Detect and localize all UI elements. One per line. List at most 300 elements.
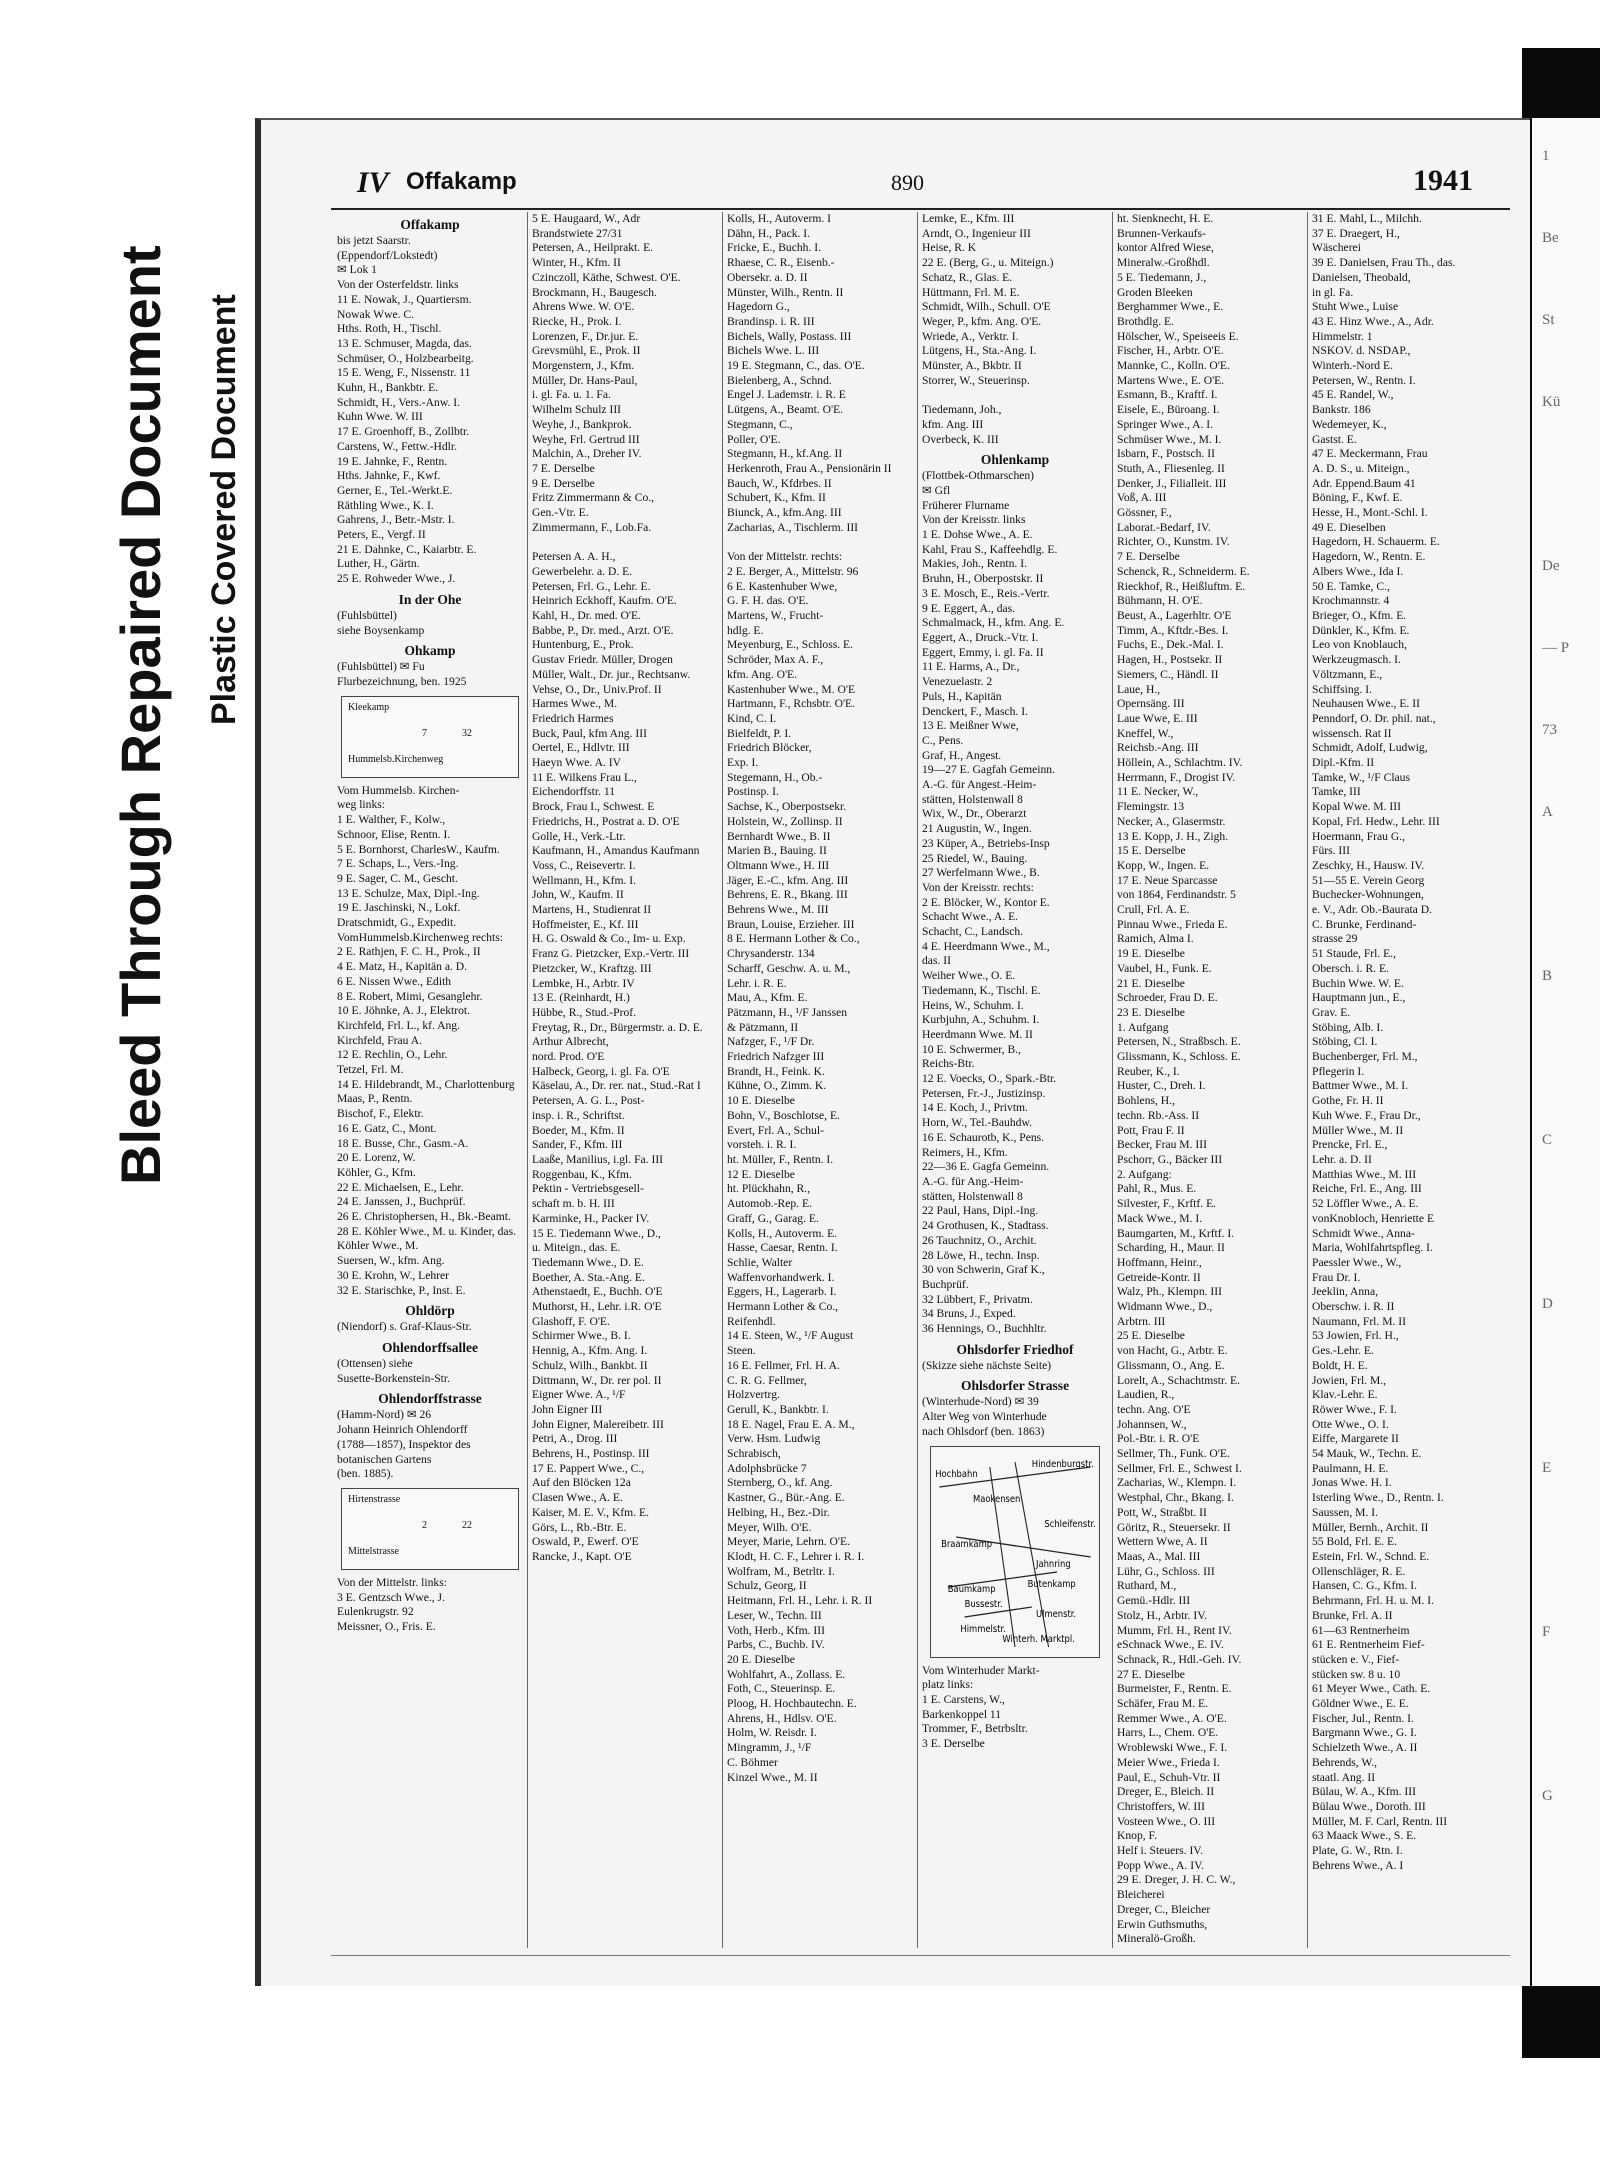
directory-entry: 12 E. Voecks, O., Spark.-Btr. <box>922 1072 1057 1086</box>
directory-entry: Mineralw.-Großhdl. <box>1117 256 1210 270</box>
street-name-heading: Ohlsdorfer Strasse <box>960 1378 1070 1394</box>
directory-entry: Winterh.-Nord E. <box>1312 359 1393 373</box>
directory-entry: Plate, G. W., Rtn. I. <box>1312 1844 1403 1858</box>
directory-entry: 7 E. Derselbe <box>1117 550 1180 564</box>
directory-entry: Behrens, H., Postinsp. III <box>532 1447 650 1461</box>
directory-entry: stücken sw. 8 u. 10 <box>1312 1667 1401 1681</box>
street-label: 32 <box>462 727 472 739</box>
directory-entry: Sellmer, Frl. E., Schwest I. <box>1117 1461 1242 1475</box>
directory-entry: nord. Prod. O'E <box>532 1050 605 1064</box>
street-label: Baumkamp <box>947 1582 996 1595</box>
directory-entry: Grav. E. <box>1312 1005 1351 1019</box>
directory-entry: Hagedorn G., <box>727 300 790 314</box>
directory-entry: Friedrich Blöcker, <box>727 741 812 755</box>
directory-entry: Müller, M. F. Carl, Rentn. III <box>1312 1814 1448 1828</box>
street-label: Mittelstrasse <box>348 1545 400 1557</box>
directory-entry: Behrens Wwe., M. III <box>727 903 829 917</box>
directory-entry: John Eigner III <box>532 1402 603 1416</box>
directory-entry: ✉ Gfl <box>922 483 951 497</box>
directory-entry: 17 E. Pappert Wwe., C., <box>532 1461 645 1475</box>
directory-entry: Clasen Wwe., A. E. <box>532 1491 623 1505</box>
street-heading: Offakamp <box>406 168 517 195</box>
directory-entry: Isbarn, F., Postsch. II <box>1117 447 1215 461</box>
directory-entry: Eulenkrugstr. 92 <box>337 1605 414 1619</box>
directory-entry: Müller, Walt., Dr. jur., Rechtsanw. <box>532 667 691 681</box>
directory-entry: (Ottensen) siehe <box>337 1357 413 1370</box>
directory-entry: 10 E. Jöhnke, A. J., Elektrot. <box>337 1004 470 1018</box>
directory-entry: Rancke, J., Kapt. O'E <box>532 1549 632 1563</box>
directory-entry: Storrer, W., Steuerinsp. <box>922 373 1030 387</box>
directory-entry: 13 E. (Reinhardt, H.) <box>532 991 630 1005</box>
directory-entry: Hths. Roth, H., Tischl. <box>337 322 442 336</box>
directory-entry: Getreide-Kontr. II <box>1117 1270 1201 1284</box>
directory-entry: 30 E. Krohn, W., Lehrer <box>337 1268 450 1282</box>
directory-entry: Buchenberger, Frl. M., <box>1312 1050 1418 1064</box>
directory-entry: 49 E. Dieselben <box>1312 520 1386 534</box>
directory-entry: Schenck, R., Schneiderm. E. <box>1117 564 1250 578</box>
directory-entry: Petersen A. A. H., <box>532 550 616 564</box>
directory-entry: Morgenstern, J., Kfm. <box>532 359 635 373</box>
directory-entry: 9 E. Eggert, A., das. <box>922 601 1016 615</box>
directory-entry: Dittmann, W., Dr. rer pol. II <box>532 1373 662 1387</box>
directory-entry: Grevsmühl, E., Prok. II <box>532 344 641 358</box>
directory-entry: Schrabisch, <box>727 1447 781 1461</box>
directory-entry: 61—63 Rentnerheim <box>1312 1623 1410 1637</box>
directory-entry: Schröder, Max A. F., <box>727 653 824 667</box>
directory-entry: Nafzger, F., ¹/F Dr. <box>727 1035 815 1049</box>
directory-entry: Parbs, C., Buchb. IV. <box>727 1638 825 1652</box>
street-sketch-map <box>341 696 519 778</box>
directory-entry: Bernhardt Wwe., B. II <box>727 829 831 843</box>
directory-entry: Steen. <box>727 1344 756 1358</box>
directory-entry: 28 E. Köhler Wwe., M. u. Kinder, das. <box>337 1224 516 1238</box>
directory-entry: Widmann Wwe., D., <box>1117 1300 1213 1314</box>
directory-entry: 28 Löwe, H., techn. Insp. <box>922 1248 1040 1262</box>
directory-entry: Marien B., Bauing. II <box>727 844 827 858</box>
directory-entry <box>532 535 718 550</box>
directory-entry: Schielzeth Wwe., A. II <box>1312 1741 1418 1755</box>
directory-entry: John Eigner, Malereibetr. III <box>532 1417 664 1431</box>
directory-entry: Trommer, F., Betrbsltr. <box>922 1722 1028 1736</box>
directory-entry: Hoffmeister, E., Kf. III <box>532 917 639 931</box>
adjacent-page-fragment: — P <box>1542 640 1570 656</box>
street-sketch-map <box>930 1446 1100 1658</box>
directory-entry: 10 E. Schwermer, B., <box>922 1042 1022 1056</box>
directory-entry: Isterling Wwe., D., Rentn. I. <box>1312 1491 1444 1505</box>
directory-entry: Schnoor, Elise, Rentn. I. <box>337 827 451 841</box>
directory-entry: (ben. 1885). <box>337 1467 394 1481</box>
directory-entry: Kuhn, H., Bankbtr. E. <box>337 381 439 395</box>
directory-entry: A. D. S., u. Miteign., <box>1312 461 1410 475</box>
directory-entry: Lorenzen, F., Dr.jur. E. <box>532 329 639 343</box>
directory-entry: Mack Wwe., M. I. <box>1117 1211 1203 1225</box>
adjacent-page-edge <box>1532 118 1600 1986</box>
directory-entry: Bruhn, H., Oberpostskr. II <box>922 572 1044 586</box>
directory-entry: techn. Ang. O'E <box>1117 1402 1191 1416</box>
adjacent-page-fragment: St <box>1542 312 1555 328</box>
directory-entry: Fischer, H., Arbtr. O'E. <box>1117 344 1224 358</box>
directory-entry: Buchin Wwe. W. E. <box>1312 976 1404 990</box>
directory-entry: Holm, W. Reisdr. I. <box>727 1726 817 1740</box>
directory-entry: ✉ Lok 1 <box>337 263 377 277</box>
directory-entry: 14 E. Steen, W., ¹/F August <box>727 1329 854 1343</box>
directory-entry: 19—27 E. Gagfah Gemeinn. <box>922 763 1055 777</box>
directory-entry: Tamke, W., ¹/F Claus <box>1312 770 1410 784</box>
directory-entry: 19 E. Dieselbe <box>1117 947 1185 961</box>
directory-entry: Dreger, E., Bleich. II <box>1117 1785 1215 1799</box>
directory-entry: John, W., Kaufm. II <box>532 888 624 902</box>
directory-entry: Johann Heinrich Ohlendorff <box>337 1423 468 1437</box>
directory-entry: G. F. H. das. O'E. <box>727 594 809 608</box>
directory-entry: 26 E. Christophersen, H., Bk.-Beamt. <box>337 1210 511 1224</box>
directory-entry: 54 Mauk, W., Techn. E. <box>1312 1447 1422 1461</box>
directory-entry: Puls, H., Kapitän <box>922 689 1002 703</box>
directory-entry: 11 E. Nowak, J., Quartiersm. <box>337 292 472 306</box>
directory-entry: Scharding, H., Maur. II <box>1117 1241 1225 1255</box>
directory-entry: Wettern Wwe, A. II <box>1117 1535 1208 1549</box>
directory-entry: Werkzeugmasch. I. <box>1312 653 1401 667</box>
directory-entry: Brandt, H., Feink. K. <box>727 1064 825 1078</box>
directory-entry: 51 Staude, Frl. E., <box>1312 947 1397 961</box>
directory-entry: 21 E. Dieselbe <box>1117 976 1185 990</box>
adjacent-page-fragment: B <box>1542 968 1553 984</box>
directory-entry: Richter, O., Kunstm. IV. <box>1117 535 1230 549</box>
directory-entry: 16 E. Fellmer, Frl. H. A. <box>727 1358 840 1372</box>
directory-entry: Prencke, Frl. E., <box>1312 1138 1388 1152</box>
directory-entry: Martens Wwe., E. O'E. <box>1117 373 1225 387</box>
directory-entry: Weyhe, J., Bankprok. <box>532 417 632 431</box>
directory-entry: Schulz, Wilh., Bankbt. II <box>532 1358 648 1372</box>
directory-entry: Timm, A., Kftdr.-Bes. I. <box>1117 623 1229 637</box>
directory-column <box>723 212 918 1948</box>
adjacent-page-fragment: G <box>1542 1788 1553 1804</box>
directory-entry: Böning, F., Kwf. E. <box>1312 491 1403 505</box>
directory-entry: Sachse, K., Oberpostsekr. <box>727 800 847 814</box>
directory-entry: stücken e. V., Fief- <box>1312 1652 1400 1666</box>
street-label: Hirtenstrasse <box>348 1493 401 1505</box>
directory-entry: Poller, O'E. <box>727 432 781 446</box>
directory-entry: Ruthard, M., <box>1117 1579 1177 1593</box>
directory-entry: Pschorr, G., Bäcker III <box>1117 1153 1223 1166</box>
street-name-heading: Ohldörp <box>405 1303 455 1319</box>
directory-entry: in gl. Fa. <box>1312 285 1354 299</box>
directory-entry: Carstens, W., Fettw.-Hdlr. <box>337 439 458 453</box>
directory-entry: Petersen, A., Heilprakt. E. <box>532 241 654 255</box>
directory-entry: strasse 29 <box>1312 932 1358 946</box>
directory-entry: Muthorst, H., Lehr. i.R. O'E <box>532 1300 662 1314</box>
directory-entry: Venezuelastr. 2 <box>922 675 993 689</box>
directory-entry: Pol.-Btr. i. R. O'E <box>1117 1432 1200 1446</box>
directory-entry: Czinczoll, Käthe, Schwest. O'E. <box>532 270 681 284</box>
directory-entry: Hths. Jahnke, F., Kwf. <box>337 469 441 483</box>
directory-entry: Hüttmann, Frl. M. E. <box>922 285 1020 299</box>
directory-entry: 5 E. Tiedemann, J., <box>1117 270 1207 284</box>
directory-entry: Helbing, H., Bez.-Dir. <box>727 1505 830 1519</box>
directory-entry: 47 E. Meckermann, Frau <box>1312 447 1428 461</box>
street-name-heading: Ohlsdorfer Friedhof <box>956 1341 1074 1357</box>
directory-entry: Paulmann, H. E. <box>1312 1461 1389 1475</box>
directory-entry: 5 E. Bornhorst, CharlesW., Kaufm. <box>337 842 500 856</box>
directory-entry: Behrens Wwe., A. I <box>1312 1858 1404 1872</box>
directory-entry: 3 E. Derselbe <box>922 1737 985 1751</box>
directory-entry: Behrens, E. R., Bkang. III <box>727 888 848 902</box>
directory-entry: Meier Wwe., Frieda I. <box>1117 1755 1220 1769</box>
directory-entry: 16 E. Schaurotb, K., Pens. <box>922 1130 1045 1144</box>
directory-entry: Behrmann, Frl. H. u. M. I. <box>1312 1594 1435 1608</box>
directory-entry: Westphal, Chr., Bkang. I. <box>1117 1491 1234 1505</box>
street-name-heading: Ohlendorffsallee <box>382 1340 478 1355</box>
directory-entry: Kaiser, M. E. V., Kfm. E. <box>532 1505 649 1519</box>
directory-entry: Gemü.-Hdlr. III <box>1117 1594 1191 1608</box>
directory-entry: Paessler Wwe., W., <box>1312 1255 1402 1269</box>
directory-entry: Popp Wwe., A. IV. <box>1117 1858 1204 1872</box>
directory-entry: 19 E. Stegmann, C., das. O'E. <box>727 359 865 373</box>
directory-entry: Müller Wwe., M. II <box>1312 1123 1404 1137</box>
directory-entry: Franz G. Pietzcker, Exp.-Vertr. III <box>532 947 690 961</box>
directory-entry: 32 Lübbert, F., Privatm. <box>922 1292 1033 1306</box>
directory-entry: Leo von Knoblauch, <box>1312 638 1407 652</box>
directory-entry: Weyhe, Frl. Gertrud III <box>532 432 640 446</box>
directory-entry: 2 E. Blöcker, W., Kontor E. <box>922 895 1050 909</box>
directory-entry: stätten, Holstenwall 8 <box>922 1189 1023 1203</box>
directory-entry: 25 E. Dieselbe <box>1117 1329 1185 1343</box>
directory-entry <box>727 535 913 550</box>
directory-entry: Scharff, Geschw. A. u. M., <box>727 961 851 975</box>
directory-entry: Oertel, E., Hdlvtr. III <box>532 741 630 755</box>
section-number: IV <box>357 166 389 199</box>
directory-entry: Voss, C., Reisevertr. I. <box>532 858 636 872</box>
directory-entry: 7 E. Derselbe <box>532 461 595 475</box>
directory-entry: Martens, H., Studienrat II <box>532 903 652 917</box>
directory-entry: Heinrich Eckhoff, Kaufm. O'E. <box>532 594 677 608</box>
directory-entry: Malchin, A., Dreher IV. <box>532 447 642 461</box>
directory-entry: nach Ohlsdorf (ben. 1863) <box>922 1424 1045 1438</box>
directory-entry: Frau Dr. I. <box>1312 1270 1361 1284</box>
directory-entry: Gössner, F., <box>1117 506 1172 520</box>
directory-entry: Estein, Frl. W., Schnd. E. <box>1312 1549 1430 1563</box>
directory-entry: Dratschmidt, G., Expedit. <box>337 916 457 930</box>
directory-entry: Bülau Wwe., Doroth. III <box>1312 1799 1426 1813</box>
directory-entry: Schmidt, H., Vers.-Anw. I. <box>337 395 461 409</box>
directory-entry: das. II <box>922 954 951 968</box>
directory-entry: (Skizze siehe nächste Seite) <box>922 1358 1052 1372</box>
directory-entry: Laaße, Manilius, i.gl. Fa. III <box>532 1153 664 1166</box>
directory-entry: Maria, Wohlfahrtspfleg. I. <box>1312 1241 1433 1255</box>
directory-entry: Automob.-Rep. E. <box>727 1197 813 1211</box>
directory-entry: Petersen, A. G. L., Post- <box>532 1094 645 1108</box>
directory-entry: Arndt, O., Ingenieur III <box>922 226 1031 240</box>
directory-entry: Golle, H., Verk.-Ltr. <box>532 829 626 843</box>
directory-entry: Gerner, E., Tel.-Werkt.E. <box>337 483 453 497</box>
directory-entry: schaft m. b. H. III <box>532 1197 615 1211</box>
directory-entry: Mingramm, J., ¹/F <box>727 1741 812 1755</box>
directory-entry: Mumm, Frl. H., Rent IV. <box>1117 1623 1232 1637</box>
directory-entry: Bichels, Wally, Postass. III <box>727 329 852 343</box>
directory-entry: Wedemeyer, K., <box>1312 417 1387 431</box>
directory-entry: Springer Wwe., A. I. <box>1117 417 1214 431</box>
directory-entry: Reuber, K., I. <box>1117 1064 1180 1078</box>
directory-entry: 5 E. Haugaard, W., Adr <box>532 212 641 225</box>
directory-entry: bis jetzt Saarstr. <box>337 234 411 247</box>
bleed-through-label: Bleed Through <box>109 789 172 1185</box>
directory-entry: kfm. Ang. O'E. <box>727 667 798 681</box>
directory-entry: Hagedorn, H. Schauerm. E. <box>1312 535 1440 549</box>
directory-entry: Stöbing, Alb. I. <box>1312 1020 1384 1034</box>
directory-entry: 25 E. Rohweder Wwe., J. <box>337 572 456 586</box>
directory-entry: Susette-Borkenstein-Str. <box>337 1371 451 1385</box>
directory-entry: Brunke, Frl. A. II <box>1312 1608 1393 1622</box>
directory-entry: 11 E. Necker, W., <box>1117 785 1199 799</box>
directory-entry: Kneffel, W., <box>1117 726 1174 740</box>
directory-entry: Schmüser Wwe., M. I. <box>1117 432 1222 446</box>
directory-entry: Görs, L., Rb.-Btr. E. <box>532 1520 627 1534</box>
directory-entry: Ges.-Lehr. E. <box>1312 1344 1374 1358</box>
directory-entry: Graf, H., Angest. <box>922 748 1002 762</box>
directory-entry: Rhaese, C. R., Eisenb.- <box>727 256 835 270</box>
adjacent-page-fragment: A <box>1542 804 1553 820</box>
directory-entry: Wäscherei <box>1312 241 1361 255</box>
directory-entry: Räthling Wwe., K. I. <box>337 498 434 512</box>
street-label: Himmelstr. <box>960 1622 1006 1635</box>
directory-entry: Röwer Wwe., F. I. <box>1312 1402 1397 1416</box>
directory-entry: 32 E. Starischke, P., Inst. E. <box>337 1283 466 1297</box>
directory-entry: Albers Wwe., Ida I. <box>1312 564 1404 578</box>
directory-entry: Meyer, Wilh. O'E. <box>727 1520 812 1534</box>
directory-entry: 10 E. Dieselbe <box>727 1094 795 1108</box>
directory-entry: 52 Löffler Wwe., A. E. <box>1312 1197 1419 1211</box>
street-name-heading: In der Ohe <box>398 591 462 607</box>
directory-entry: Von der Osterfeldstr. links <box>337 278 459 292</box>
directory-entry: Hennig, A., Kfm. Ang. I. <box>532 1344 648 1358</box>
street-label: Maokensen <box>973 1492 1021 1505</box>
directory-entry: A.-G. für Ang.-Heim- <box>922 1175 1024 1188</box>
street-label: 2 <box>422 1519 427 1531</box>
directory-entry: Friedrich Nafzger III <box>727 1050 825 1064</box>
directory-entry: Freytag, R., Dr., Bürgermstr. a. D. E. <box>532 1020 703 1034</box>
directory-entry: 4 E. Heerdmann Wwe., M., <box>922 939 1050 953</box>
directory-entry: Schmidt, Adolf, Ludwig, <box>1312 741 1428 755</box>
street-label: 7 <box>422 727 427 739</box>
directory-entry: Voß, A. III <box>1117 491 1167 505</box>
directory-entry: A.-G. für Angest.-Heim- <box>922 778 1037 792</box>
directory-entry: Vehse, O., Dr., Univ.Prof. II <box>532 682 662 696</box>
directory-entry: Kastenhuber Wwe., M. O'E <box>727 682 856 696</box>
directory-entry: 2. Aufgang: <box>1117 1167 1172 1181</box>
directory-entry: Vom Hummelsb. Kirchen- <box>337 783 460 797</box>
directory-entry: Eigner Wwe. A., ¹/F <box>532 1388 626 1402</box>
directory-entry: Jonas Wwe. H. I. <box>1312 1476 1392 1490</box>
directory-entry: Auf den Blöcken 12a <box>532 1476 631 1490</box>
directory-entry: Schroeder, Frau D. E. <box>1117 991 1218 1005</box>
directory-entry: 2 E. Berger, A., Mittelstr. 96 <box>727 564 859 578</box>
directory-entry: Hesse, H., Mont.-Schl. I. <box>1312 506 1428 520</box>
directory-entry: Heins, W., Schuhm. I. <box>922 998 1024 1012</box>
directory-entry: Necker, A., Glasermstr. <box>1117 814 1226 828</box>
directory-entry: Lemke, E., Kfm. III <box>922 212 1015 225</box>
directory-entry: Crull, Frl. A. E. <box>1117 903 1190 917</box>
directory-entry: Pflegerin I. <box>1312 1064 1365 1078</box>
directory-entry: 43 E. Hinz Wwe., A., Adr. <box>1312 314 1434 328</box>
directory-entry: Otte Wwe., O. I. <box>1312 1417 1389 1431</box>
directory-entry: Brandstwiete 27/31 <box>532 226 623 240</box>
street-label: Braamkamp <box>941 1537 993 1550</box>
directory-entry: Reiche, Frl. E., Ang. III <box>1312 1182 1422 1196</box>
directory-entry: Adolphsbrücke 7 <box>727 1461 807 1475</box>
directory-entry: Stegmann, C., <box>727 417 793 431</box>
directory-entry: 15 E. Derselbe <box>1117 844 1186 858</box>
directory-entry: Waffenvorhandwerk. I. <box>727 1270 835 1284</box>
directory-entry: Ploog, H. Hochbautechn. E. <box>727 1697 857 1711</box>
directory-entry: Boldt, H. E. <box>1312 1358 1368 1372</box>
directory-entry: Kirchfeld, Frl. L., kf. Ang. <box>337 1018 461 1032</box>
directory-entry: Bülau, W. A., Kfm. III <box>1312 1785 1417 1799</box>
plastic-covered-label: Plastic Covered Document <box>205 294 243 725</box>
directory-entry: Göritz, R., Steuersekr. II <box>1117 1520 1231 1534</box>
directory-entry: Ollenschläger, R. E. <box>1312 1564 1406 1578</box>
directory-entry: Oltmann Wwe., H. III <box>727 858 830 872</box>
directory-entry: Becker, Frau M. III <box>1117 1138 1207 1152</box>
directory-entry: Siemers, C., Händl. II <box>1117 667 1219 681</box>
directory-entry: Glissmann, K., Schloss. E. <box>1117 1050 1241 1064</box>
directory-entry: Meyenburg, E., Schloss. E. <box>727 638 854 652</box>
directory-entry: Tiedemann Wwe., D. E. <box>532 1255 644 1269</box>
directory-entry: 11 E. Harms, A., Dr., <box>922 660 1020 674</box>
directory-entry: Gewerbelehr. a. D. E. <box>532 564 633 578</box>
directory-entry: kfm. Ang. III <box>922 417 984 431</box>
directory-entry: Laue, H., <box>1117 682 1161 696</box>
directory-entry: von 1864, Ferdinandstr. 5 <box>1117 888 1236 902</box>
directory-entry: Berghammer Wwe., E. <box>1117 300 1224 314</box>
directory-entry: vonKnobloch, Henriette E <box>1312 1211 1435 1225</box>
directory-entry: 24 Grothusen, K., Stadtass. <box>922 1219 1049 1233</box>
directory-entry: Denker, J., Filialleit. III <box>1117 476 1227 490</box>
directory-entry: Horn, W., Tel.-Bauhdw. <box>922 1116 1032 1130</box>
directory-entry: Huster, C., Dreh. I. <box>1117 1079 1206 1093</box>
directory-entry: ht. Plückhahn, R., <box>727 1182 811 1196</box>
directory-entry: 17 E. Neue Sparcasse <box>1117 873 1218 887</box>
directory-entry: Krochmannstr. 4 <box>1312 594 1390 608</box>
directory-entry: Knop, F. <box>1117 1829 1157 1843</box>
directory-entry: Matthias Wwe., M. III <box>1312 1167 1417 1181</box>
directory-entry: VomHummelsb.Kirchenweg rechts: <box>337 930 503 944</box>
directory-entry: Opernsäng. III <box>1117 697 1185 711</box>
directory-entry: Schmalmack, H., kfm. Ang. E. <box>922 616 1065 630</box>
directory-entry: Braun, Louise, Erzieher. III <box>727 917 855 931</box>
directory-entry: Suersen, W., kfm. Ang. <box>337 1254 445 1268</box>
directory-entry: (Niendorf) s. Graf-Klaus-Str. <box>337 1320 472 1334</box>
directory-entry: Christoffers, W. III <box>1117 1799 1206 1813</box>
directory-entry: kontor Alfred Wiese, <box>1117 241 1214 255</box>
directory-entry: Harrs, L., Chem. O'E. <box>1117 1726 1219 1740</box>
directory-entry: Groden Bleeken <box>1117 285 1193 299</box>
directory-entry: 27 E. Dieselbe <box>1117 1667 1185 1681</box>
street-label: Winterh. Marktpl. <box>1002 1632 1075 1645</box>
directory-entry: 13 E. Schulze, Max, Dipl.-Ing. <box>337 886 480 900</box>
year: 1941 <box>1413 164 1473 197</box>
directory-entry: Pätzmann, H., ¹/F Janssen <box>727 1005 848 1019</box>
directory-entry: Eggert, A., Druck.-Vtr. I. <box>922 630 1039 644</box>
directory-entry: Fritz Zimmermann & Co., <box>532 491 655 505</box>
directory-entry: H. G. Oswald & Co., Im- u. Exp. <box>532 932 686 946</box>
directory-entry: Helf i. Steuers. IV. <box>1117 1844 1204 1858</box>
directory-entry: Stolz, H., Arbtr. IV. <box>1117 1608 1207 1622</box>
directory-entry: Schatz, R., Glas. E. <box>922 270 1013 284</box>
street-label: Jahnring <box>1036 1557 1071 1570</box>
directory-entry: Bargmann Wwe., G. I. <box>1312 1726 1417 1740</box>
directory-entry: 61 E. Rentnerheim Fief- <box>1312 1638 1425 1652</box>
directory-entry: Petersen, Frl. G., Lehr. E. <box>532 579 651 593</box>
street-name-heading: Ohkamp <box>404 643 456 659</box>
